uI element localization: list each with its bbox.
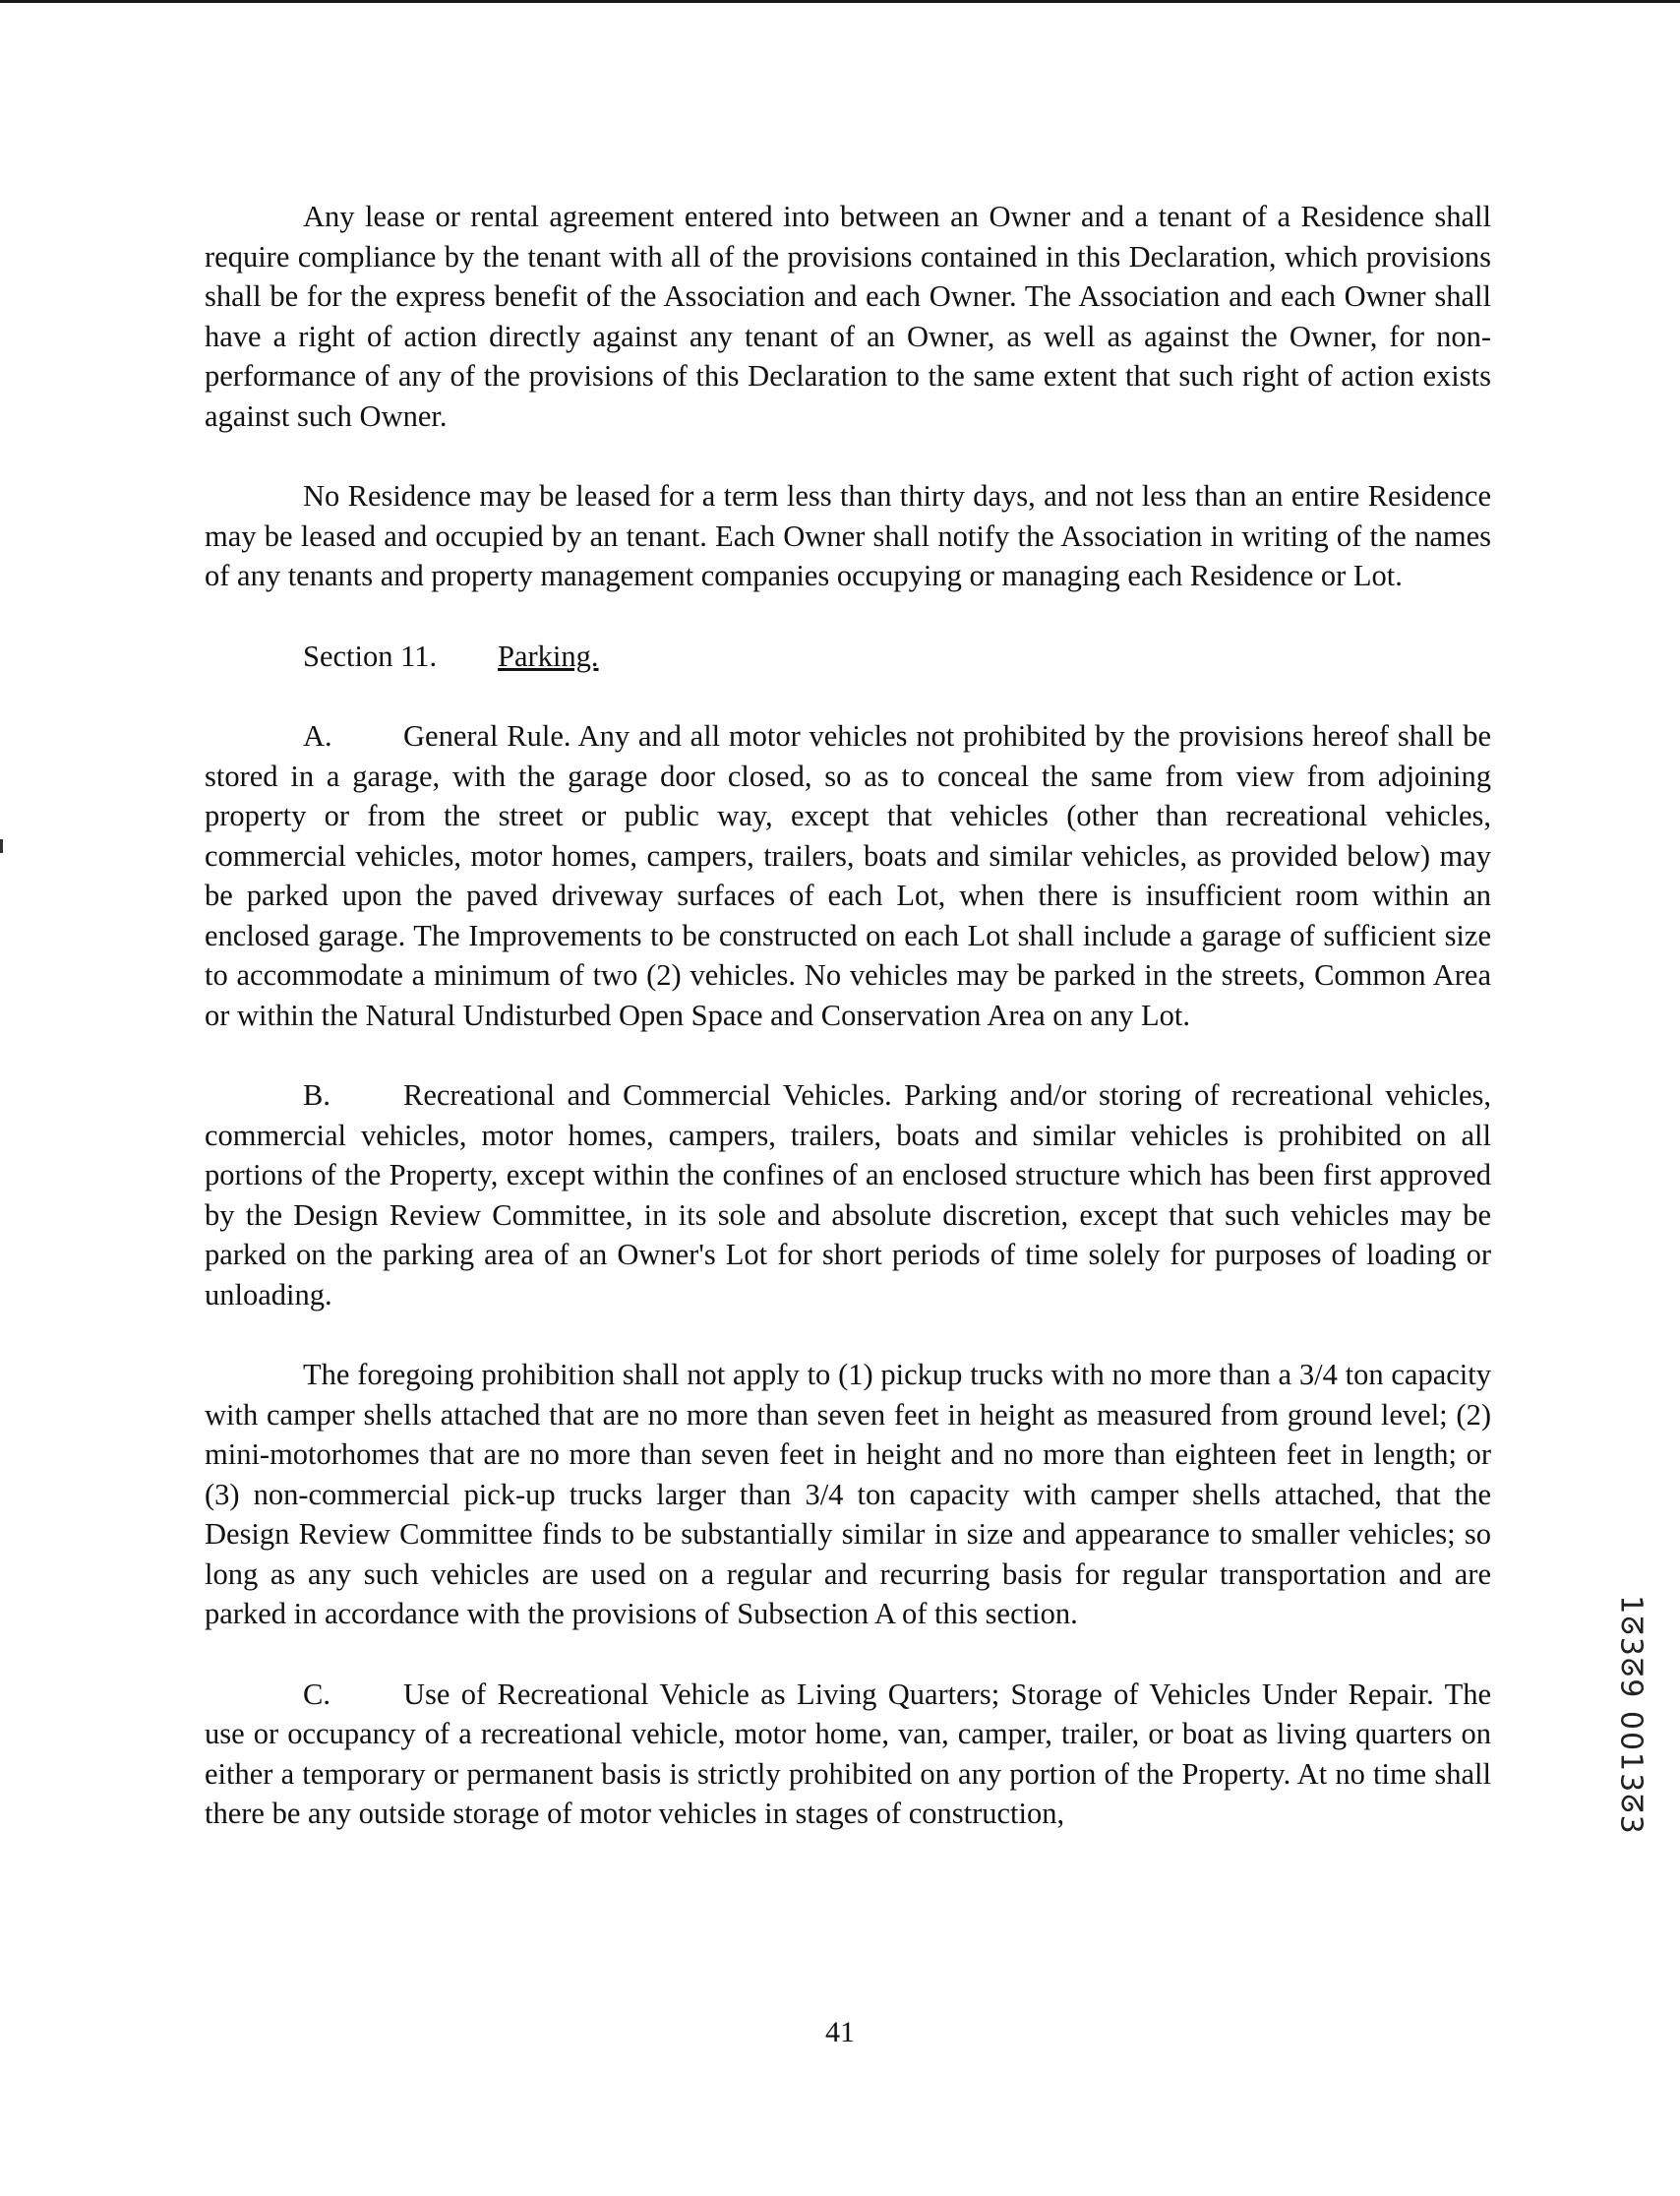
section-title: Parking. (498, 639, 599, 673)
stamp-text: 1ᘔ3ᘔ9 0013ᘔ3 (1613, 1594, 1649, 1836)
document-stamp-number (1611, 1582, 1650, 1848)
subsection-b-letter: B. (303, 1078, 330, 1112)
subsection-c (205, 1675, 1491, 1834)
subsection-c-text: Use of Recreational Vehicle as Living Quarters; Storage of Vehicles Under Repair. The use or occupancy of a recreational vehicle, motor home, van, camper, trailer, or boat as living quarters on either a temporary or permanent basis is strictly prohibited on any portion of the Property. At no time shall there be any outside storage of motor vehicles in stages of construction, (205, 1677, 1491, 1830)
left-margin-mark (0, 839, 3, 853)
subsection-a (205, 716, 1491, 1035)
paragraph-foregoing-prohibition: The foregoing prohibition shall not apply to (1) pickup trucks with no more than a 3/4 ton capacity with camper shells attached that are no more than seven feet in height as measured from ground level; (2) mini-motorhomes that are no more than seven feet in height and no more than eighteen feet in length; or (3) non-commercial pick-up trucks larger than 3/4 ton capacity with camper shells attached, that the Design Review Committee finds to be substantially similar in size and appearance to smaller vehicles; so long as any such vehicles are used on a regular and recurring basis for regular transportation and are parked in accordance with the provisions of Subsection A of this section. (205, 1358, 1491, 1630)
subsection-c-letter: C. (303, 1677, 330, 1711)
paragraph-lease-term: No Residence may be leased for a term less than thirty days, and not less than an entire Residence may be leased and occupied by an tenant. Each Owner shall notify the Association in writing of the names of any tenants and property management companies occupying or managing each Residence or Lot. (205, 479, 1491, 592)
top-border-line (0, 0, 1680, 3)
section-heading (303, 637, 1491, 677)
page-number: 41 (825, 2016, 855, 2048)
subsection-b (205, 1075, 1491, 1314)
subsection-a-text: General Rule. Any and all motor vehicles not prohibited by the provisions hereof shall be stored in a garage, with the garage door closed, so as to conceal the same from view from adjoining property or from the street or public way, except that vehicles (other than recreational vehicles, commercial vehicles, motor homes, campers, trailers, boats and similar vehicles, as provided below) may be parked upon the paved driveway surfaces of each Lot, when there is insufficient room within an enclosed garage. The Improvements to be constructed on each Lot shall include a garage of sufficient size to accommodate a minimum of two (2) vehicles. No vehicles may be parked in the streets, Common Area or within the Natural Undisturbed Open Space and Conservation Area on any Lot. (205, 719, 1491, 1032)
subsection-a-letter: A. (303, 719, 332, 753)
paragraph-lease-compliance: Any lease or rental agreement entered into between an Owner and a tenant of a Residence shall require compliance by the tenant with all of the provisions contained in this Declaration, which provisions shall be for the express benefit of the Association and each Owner. The Association and each Owner shall have a right of action directly against any tenant of an Owner, as well as against the Owner, for non-performance of any of the provisions of this Declaration to the same extent that such right of action exists against such Owner. (205, 200, 1491, 433)
document-body (205, 197, 1491, 1874)
section-number: Section 11. (303, 639, 438, 673)
subsection-b-text: Recreational and Commercial Vehicles. Parking and/or storing of recreational vehicles, commercial vehicles, motor homes, campers, trailers, boats and similar vehicles is prohibited on all portions of the Property, except within the confines of an enclosed structure which has been first approved by the Design Review Committee, in its sole and absolute discretion, except that such vehicles may be parked on the parking area of an Owner's Lot for short periods of time solely for purposes of loading or unloading. (205, 1078, 1491, 1312)
